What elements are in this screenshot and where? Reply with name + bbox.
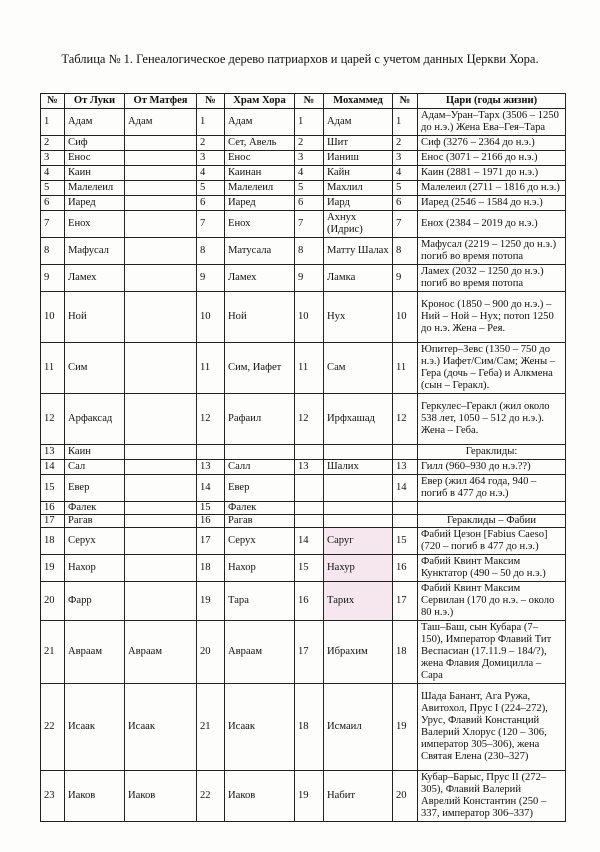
header-num-3: № [295, 94, 324, 109]
cell-luka: Мафусал [65, 238, 125, 265]
table-row [41, 109, 566, 136]
table-row [41, 515, 566, 528]
table-row [41, 582, 566, 621]
cell-matfey [125, 515, 197, 528]
cell-hora: Иаков [225, 771, 295, 822]
row-num-hora: 17 [197, 528, 225, 555]
row-num-tsari: 20 [393, 771, 418, 822]
cell-tsari: Таш–Баш, сын Кубара (7– 150), Император Флавий Тит Веспасиан (17.11.9 – 184/?), жена Флавия Домицилла – Сара [418, 621, 566, 684]
row-num-mohammed: 1 [295, 109, 324, 136]
cell-tsari: Гераклиды: [418, 445, 566, 460]
cell-luka: Ламех [65, 265, 125, 292]
cell-hora: Фалек [225, 502, 295, 515]
cell-hora: Иаред [225, 196, 295, 211]
cell-mohammed: Набит [324, 771, 393, 822]
cell-mohammed: Кайн [324, 166, 393, 181]
cell-hora: Каинан [225, 166, 295, 181]
table-row [41, 238, 566, 265]
row-num-tsari: 4 [393, 166, 418, 181]
row-num-tsari [393, 502, 418, 515]
cell-tsari: Шада Банант, Ага Ружа, Авитохол, Прус I (224–272), Урус, Флавий Констанций Валерий Хлорус (120 – 306, император 305–306), жена Святая Елена (230–327) [418, 684, 566, 771]
cell-luka: Иаред [65, 196, 125, 211]
row-num-luka: 15 [41, 475, 65, 502]
cell-mohammed: Махлил [324, 181, 393, 196]
cell-tsari: Кронос (1850 – 900 до н.э.) – Ний – Ной – Нух; потоп 1250 до н.э. Жена – Рея. [418, 292, 566, 343]
cell-tsari: Мафусал (2219 – 1250 до н.э.) погиб во время потопа [418, 238, 566, 265]
row-num-hora: 12 [197, 394, 225, 445]
row-num-mohammed: 13 [295, 460, 324, 475]
cell-hora: Нахор [225, 555, 295, 582]
cell-mohammed: Шит [324, 136, 393, 151]
row-num-luka: 14 [41, 460, 65, 475]
row-num-mohammed: 18 [295, 684, 324, 771]
row-num-luka: 11 [41, 343, 65, 394]
cell-luka: Серух [65, 528, 125, 555]
header-luka: От Луки [65, 94, 125, 109]
row-num-mohammed: 7 [295, 211, 324, 238]
cell-matfey [125, 582, 197, 621]
row-num-mohammed: 4 [295, 166, 324, 181]
row-num-tsari: 10 [393, 292, 418, 343]
cell-matfey [125, 196, 197, 211]
cell-luka: Адам [65, 109, 125, 136]
cell-luka: Арфаксад [65, 394, 125, 445]
cell-hora: Рагав [225, 515, 295, 528]
row-num-luka: 19 [41, 555, 65, 582]
cell-luka: Иаков [65, 771, 125, 822]
cell-tsari: Фабий Квинт Максим Сервилан (170 до н.э. – около 80 н.э.) [418, 582, 566, 621]
cell-tsari: Фабий Квинт Максим Кунктатор (490 – 50 до н.э.) [418, 555, 566, 582]
table-row [41, 460, 566, 475]
row-num-hora: 20 [197, 621, 225, 684]
row-num-hora: 3 [197, 151, 225, 166]
row-num-tsari: 3 [393, 151, 418, 166]
row-num-tsari: 9 [393, 265, 418, 292]
cell-luka: Каин [65, 445, 125, 460]
cell-matfey [125, 445, 197, 460]
cell-hora: Ламех [225, 265, 295, 292]
row-num-luka: 2 [41, 136, 65, 151]
header-num-4: № [393, 94, 418, 109]
row-num-tsari: 17 [393, 582, 418, 621]
cell-matfey [125, 343, 197, 394]
row-num-mohammed: 2 [295, 136, 324, 151]
table-row [41, 166, 566, 181]
row-num-luka: 22 [41, 684, 65, 771]
table-row [41, 502, 566, 515]
cell-luka: Евер [65, 475, 125, 502]
cell-mohammed [324, 475, 393, 502]
row-num-luka: 20 [41, 582, 65, 621]
cell-matfey [125, 166, 197, 181]
table-row [41, 771, 566, 822]
row-num-tsari: 8 [393, 238, 418, 265]
cell-hora: Салл [225, 460, 295, 475]
cell-hora: Сим, Иафет [225, 343, 295, 394]
cell-tsari: Кубар–Барыс, Прус II (272– 305), Флавий Валерий Аврелий Константин (250 – 337, император 306–337) [418, 771, 566, 822]
cell-tsari: Геркулес–Геракл (жил около 538 лет, 1050 – 512 до н.э.). Жена – Геба. [418, 394, 566, 445]
row-num-hora: 14 [197, 475, 225, 502]
cell-matfey [125, 151, 197, 166]
cell-matfey [125, 181, 197, 196]
header-mohammed: Мохаммед [324, 94, 393, 109]
row-num-hora: 7 [197, 211, 225, 238]
row-num-hora: 11 [197, 343, 225, 394]
table-header-row [41, 94, 566, 109]
cell-luka: Каин [65, 166, 125, 181]
row-num-tsari: 19 [393, 684, 418, 771]
cell-matfey [125, 555, 197, 582]
cell-hora: Ной [225, 292, 295, 343]
table-row [41, 265, 566, 292]
table-row [41, 445, 566, 460]
row-num-tsari [393, 515, 418, 528]
row-num-hora: 21 [197, 684, 225, 771]
cell-luka: Рагав [65, 515, 125, 528]
row-num-mohammed: 9 [295, 265, 324, 292]
row-num-tsari: 1 [393, 109, 418, 136]
cell-matfey: Иаков [125, 771, 197, 822]
row-num-hora: 1 [197, 109, 225, 136]
row-num-mohammed [295, 445, 324, 460]
cell-tsari: Гилл (960–930 до н.э.??) [418, 460, 566, 475]
row-num-hora: 16 [197, 515, 225, 528]
table-row [41, 211, 566, 238]
cell-mohammed: Ламка [324, 265, 393, 292]
row-num-luka: 5 [41, 181, 65, 196]
row-num-luka: 7 [41, 211, 65, 238]
row-num-luka: 9 [41, 265, 65, 292]
cell-tsari: Адам–Уран–Тарх (3506 – 1250 до н.э.) Жена Ева–Гея–Тара [418, 109, 566, 136]
header-tsari: Цари (годы жизни) [418, 94, 566, 109]
table-row [41, 136, 566, 151]
cell-luka: Авраам [65, 621, 125, 684]
cell-mohammed: Матту Шалах [324, 238, 393, 265]
table-row [41, 528, 566, 555]
cell-tsari: Енос (3071 – 2166 до н.э.) [418, 151, 566, 166]
row-num-luka: 12 [41, 394, 65, 445]
table-row [41, 394, 566, 445]
row-num-hora [197, 445, 225, 460]
cell-mohammed: Исмаил [324, 684, 393, 771]
row-num-mohammed: 14 [295, 528, 324, 555]
cell-matfey [125, 528, 197, 555]
cell-hora: Авраам [225, 621, 295, 684]
row-num-mohammed: 6 [295, 196, 324, 211]
cell-matfey [125, 394, 197, 445]
cell-mohammed: Адам [324, 109, 393, 136]
row-num-hora: 6 [197, 196, 225, 211]
row-num-hora: 8 [197, 238, 225, 265]
header-num-1: № [41, 94, 65, 109]
cell-matfey [125, 211, 197, 238]
row-num-mohammed [295, 502, 324, 515]
table-row [41, 292, 566, 343]
table-row [41, 475, 566, 502]
cell-mohammed: Сам [324, 343, 393, 394]
row-num-mohammed [295, 475, 324, 502]
cell-luka: Нахор [65, 555, 125, 582]
cell-matfey: Авраам [125, 621, 197, 684]
row-num-hora: 18 [197, 555, 225, 582]
header-hora: Храм Хора [225, 94, 295, 109]
row-num-luka: 1 [41, 109, 65, 136]
row-num-luka: 6 [41, 196, 65, 211]
cell-matfey: Адам [125, 109, 197, 136]
header-num-2: № [197, 94, 225, 109]
row-num-tsari: 14 [393, 475, 418, 502]
row-num-tsari: 13 [393, 460, 418, 475]
row-num-luka: 8 [41, 238, 65, 265]
row-num-mohammed: 5 [295, 181, 324, 196]
cell-tsari: Иаред (2546 – 1584 до н.э.) [418, 196, 566, 211]
row-num-luka: 16 [41, 502, 65, 515]
table-row [41, 151, 566, 166]
cell-mohammed: Тарих [324, 582, 393, 621]
genealogy-table [40, 93, 566, 822]
row-num-luka: 4 [41, 166, 65, 181]
cell-matfey [125, 502, 197, 515]
cell-mohammed [324, 502, 393, 515]
cell-hora: Рафаил [225, 394, 295, 445]
row-num-hora: 9 [197, 265, 225, 292]
row-num-tsari [393, 445, 418, 460]
row-num-luka: 17 [41, 515, 65, 528]
cell-matfey [125, 265, 197, 292]
cell-mohammed: Ибрахим [324, 621, 393, 684]
cell-mohammed: Нух [324, 292, 393, 343]
row-num-luka: 23 [41, 771, 65, 822]
page-title: Таблица № 1. Генеалогическое дерево патриархов и царей с учетом данных Церкви Хора. [61, 52, 539, 66]
row-num-tsari: 11 [393, 343, 418, 394]
cell-tsari: Каин (2881 – 1971 до н.э.) [418, 166, 566, 181]
cell-hora: Енос [225, 151, 295, 166]
cell-matfey [125, 136, 197, 151]
cell-mohammed [324, 445, 393, 460]
cell-hora: Малелеил [225, 181, 295, 196]
row-num-tsari: 2 [393, 136, 418, 151]
cell-hora: Сет, Авель [225, 136, 295, 151]
row-num-hora: 13 [197, 460, 225, 475]
row-num-luka: 10 [41, 292, 65, 343]
table-row [41, 181, 566, 196]
row-num-hora: 19 [197, 582, 225, 621]
cell-luka: Малелеил [65, 181, 125, 196]
cell-matfey [125, 460, 197, 475]
cell-luka: Сим [65, 343, 125, 394]
row-num-luka: 18 [41, 528, 65, 555]
row-num-mohammed: 15 [295, 555, 324, 582]
row-num-tsari: 15 [393, 528, 418, 555]
cell-hora: Евер [225, 475, 295, 502]
cell-hora: Серух [225, 528, 295, 555]
row-num-luka: 21 [41, 621, 65, 684]
cell-matfey [125, 292, 197, 343]
cell-matfey [125, 238, 197, 265]
row-num-mohammed: 3 [295, 151, 324, 166]
cell-luka: Фалек [65, 502, 125, 515]
cell-mohammed: Ахнух (Идрис) [324, 211, 393, 238]
cell-mohammed: Ирфхашад [324, 394, 393, 445]
cell-mohammed: Ианиш [324, 151, 393, 166]
cell-hora: Адам [225, 109, 295, 136]
row-num-mohammed [295, 515, 324, 528]
row-num-mohammed: 19 [295, 771, 324, 822]
cell-luka: Сал [65, 460, 125, 475]
row-num-tsari: 12 [393, 394, 418, 445]
cell-mohammed: Саруг [324, 528, 393, 555]
row-num-luka: 13 [41, 445, 65, 460]
cell-luka: Исаак [65, 684, 125, 771]
table-row [41, 343, 566, 394]
cell-tsari: Ламех (2032 – 1250 до н.э.) погиб во время потопа [418, 265, 566, 292]
cell-tsari: Фабий Цезон [Fabius Caeso] (720 – погиб в 477 до н.э.) [418, 528, 566, 555]
cell-hora [225, 445, 295, 460]
cell-hora: Матусала [225, 238, 295, 265]
row-num-luka: 3 [41, 151, 65, 166]
table-row [41, 196, 566, 211]
cell-luka: Сиф [65, 136, 125, 151]
row-num-mohammed: 17 [295, 621, 324, 684]
row-num-mohammed: 16 [295, 582, 324, 621]
row-num-hora: 22 [197, 771, 225, 822]
cell-luka: Енос [65, 151, 125, 166]
table-body [41, 109, 566, 822]
cell-mohammed: Шалих [324, 460, 393, 475]
cell-luka: Ной [65, 292, 125, 343]
table-row [41, 555, 566, 582]
cell-tsari: Евер (жил 464 года, 940 – погиб в 477 до н.э.) [418, 475, 566, 502]
cell-mohammed [324, 515, 393, 528]
cell-hora: Исаак [225, 684, 295, 771]
cell-luka: Фарр [65, 582, 125, 621]
cell-tsari: Сиф (3276 – 2364 до н.э.) [418, 136, 566, 151]
row-num-hora: 4 [197, 166, 225, 181]
row-num-mohammed: 8 [295, 238, 324, 265]
cell-hora: Енох [225, 211, 295, 238]
row-num-tsari: 5 [393, 181, 418, 196]
row-num-tsari: 6 [393, 196, 418, 211]
cell-tsari: Малелеил (2711 – 1816 до н.э.) [418, 181, 566, 196]
cell-luka: Енох [65, 211, 125, 238]
row-num-mohammed: 12 [295, 394, 324, 445]
cell-tsari: Гераклиды – Фабии [418, 515, 566, 528]
cell-tsari [418, 502, 566, 515]
table-row [41, 684, 566, 771]
row-num-mohammed: 10 [295, 292, 324, 343]
cell-tsari: Юпитер–Зевс (1350 – 750 до н.э.) Иафет/Сим/Сам; Жены – Гера (дочь – Геба) и Алкмена (сын – Геракл). [418, 343, 566, 394]
header-matfey: От Матфея [125, 94, 197, 109]
cell-mohammed: Нахур [324, 555, 393, 582]
cell-matfey [125, 475, 197, 502]
cell-tsari: Енох (2384 – 2019 до н.э.) [418, 211, 566, 238]
cell-mohammed: Иард [324, 196, 393, 211]
cell-matfey: Исаак [125, 684, 197, 771]
row-num-hora: 2 [197, 136, 225, 151]
row-num-tsari: 18 [393, 621, 418, 684]
row-num-hora: 10 [197, 292, 225, 343]
row-num-mohammed: 11 [295, 343, 324, 394]
row-num-tsari: 7 [393, 211, 418, 238]
cell-hora: Тара [225, 582, 295, 621]
row-num-hora: 5 [197, 181, 225, 196]
row-num-hora: 15 [197, 502, 225, 515]
row-num-tsari: 16 [393, 555, 418, 582]
table-row [41, 621, 566, 684]
